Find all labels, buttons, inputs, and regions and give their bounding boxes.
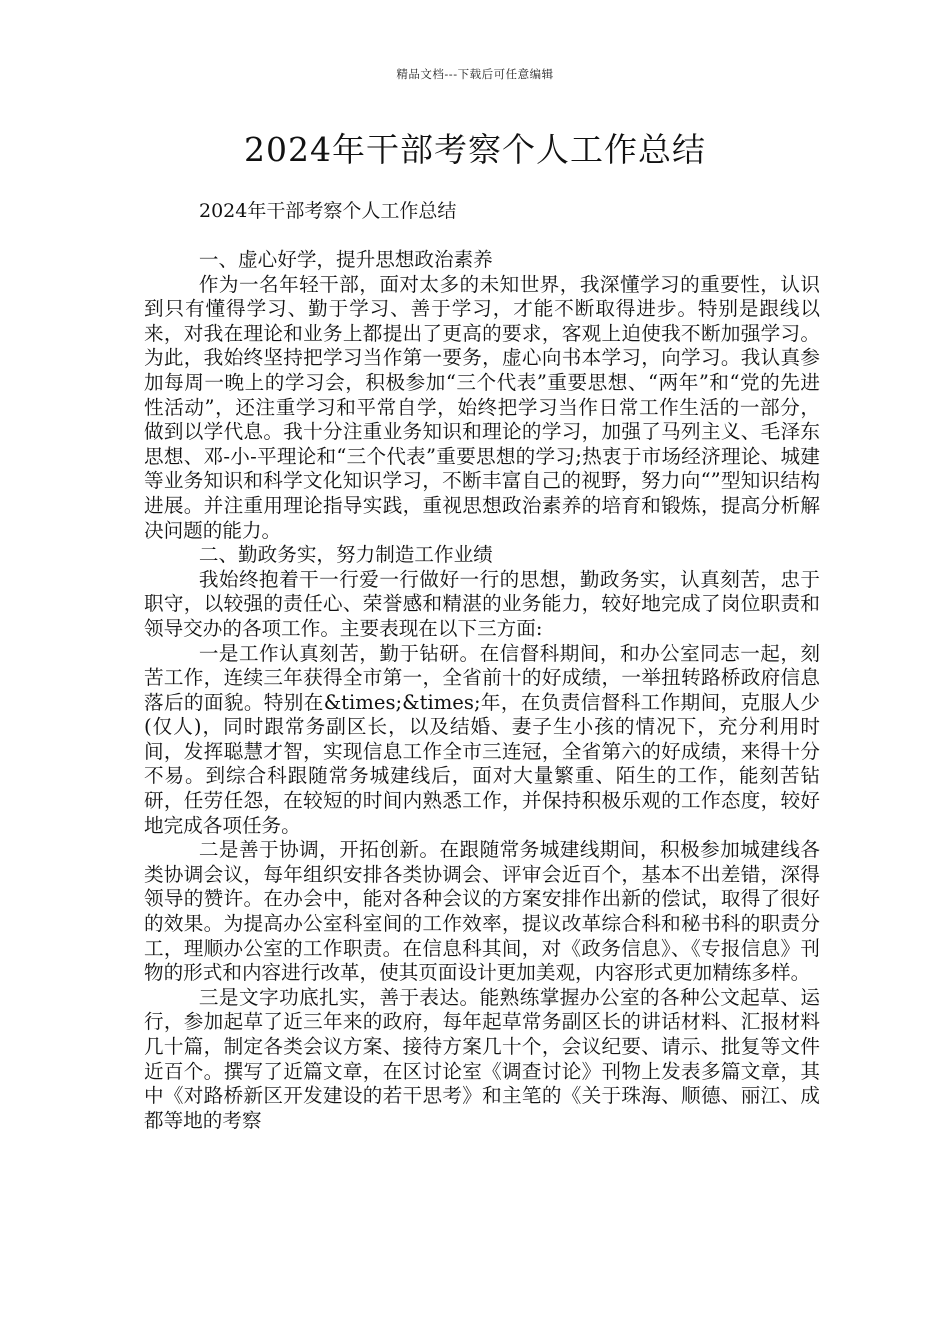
body-paragraph: 我始终抱着干一行爱一行做好一行的思想，勤政务实，认真刻苦，忠于职守，以较强的责任心、荣誉感和精湛的业务能力，较好地完成了岗位职责和领导交办的各项工作。主要表现在以下三方面: — [144, 567, 820, 640]
document-title: 2024年干部考察个人工作总结 — [244, 130, 706, 169]
document-body — [144, 248, 820, 1133]
body-paragraph: 三是文字功底扎实，善于表达。能熟练掌握办公室的各种公文起草、运行，参加起草了近三年来的政府，每年起草常务副区长的讲话材料、汇报材料几十篇，制定各类会议方案、接待方案几十个，会议纪要、请示、批复等文件近百个。撰写了近篇文章，在区讨论室《调查讨论》刊物上发表多篇文章，其中《对路桥新区开发建设的若干思考》和主笔的《关于珠海、顺德、丽江、成都等地的考察 — [144, 985, 820, 1132]
body-paragraph: 一是工作认真刻苦，勤于钻研。在信督科期间，和办公室同志一起，刻苦工作，连续三年获得全市第一，全省前十的好成绩，一举扭转路桥政府信息落后的面貌。特别在&times;&times;年，在负责信督科工作期间，克服人少(仅人)，同时跟常务副区长，以及结婚、妻子生小孩的情况下，充分利用时间，发挥聪慧才智，实现信息工作全市三连冠，全省第六的好成绩，来得十分不易。到综合科跟随常务城建线后，面对大量繁重、陌生的工作，能刻苦钻研，任劳任怨，在较短的时间内熟悉工作，并保持积极乐观的工作态度，较好地完成各项任务。 — [144, 641, 820, 837]
header-note: 精品文档---下载后可任意编辑 — [396, 67, 554, 81]
body-paragraph: 二是善于协调，开拓创新。在跟随常务城建线期间，积极参加城建线各类协调会议，每年组织安排各类协调会、评审会近百个，基本不出差错，深得领导的赞许。在办会中，能对各种会议的方案安排作出新的偿试，取得了很好的效果。为提高办公室科室间的工作效率，提议改革综合科和秘书科的职责分工，理顺办公室的工作职责。在信息科其间，对《政务信息》、《专报信息》刊物的形式和内容进行改革，使其页面设计更加美观，内容形式更加精练多样。 — [144, 838, 820, 985]
section-heading-1: 一、虚心好学，提升思想政治素养 — [198, 248, 493, 271]
document-subtitle: 2024年干部考察个人工作总结 — [199, 200, 457, 222]
body-paragraph: 作为一名年轻干部，面对太多的未知世界，我深懂学习的重要性，认识到只有懂得学习、勤于学习、善于学习，才能不断取得进步。特别是跟线以来，对我在理论和业务上都提出了更高的要求，客观上迫使我不断加强学习。为此，我始终坚持把学习当作第一要务，虚心向书本学习，向学习。我认真参加每周一晚上的学习会，积极参加“三个代表”重要思想、“两年”和“党的先进性活动”，还注重学习和平常自学，始终把学习当作日常工作生活的一部分，做到以学代息。我十分注重业务知识和理论的学习，加强了马列主义、毛泽东思想、邓-小-平理论和“三个代表”重要思想的学习;热衷于市场经济理论、城建等业务知识和科学文化知识学习，不断丰富自己的视野，努力向“”型知识结构进展。并注重用理论指导实践，重视思想政治素养的培育和锻炼，提高分析解决问题的能力。 — [144, 272, 820, 542]
section-heading-2: 二、勤政务实，努力制造工作业绩 — [198, 543, 493, 567]
